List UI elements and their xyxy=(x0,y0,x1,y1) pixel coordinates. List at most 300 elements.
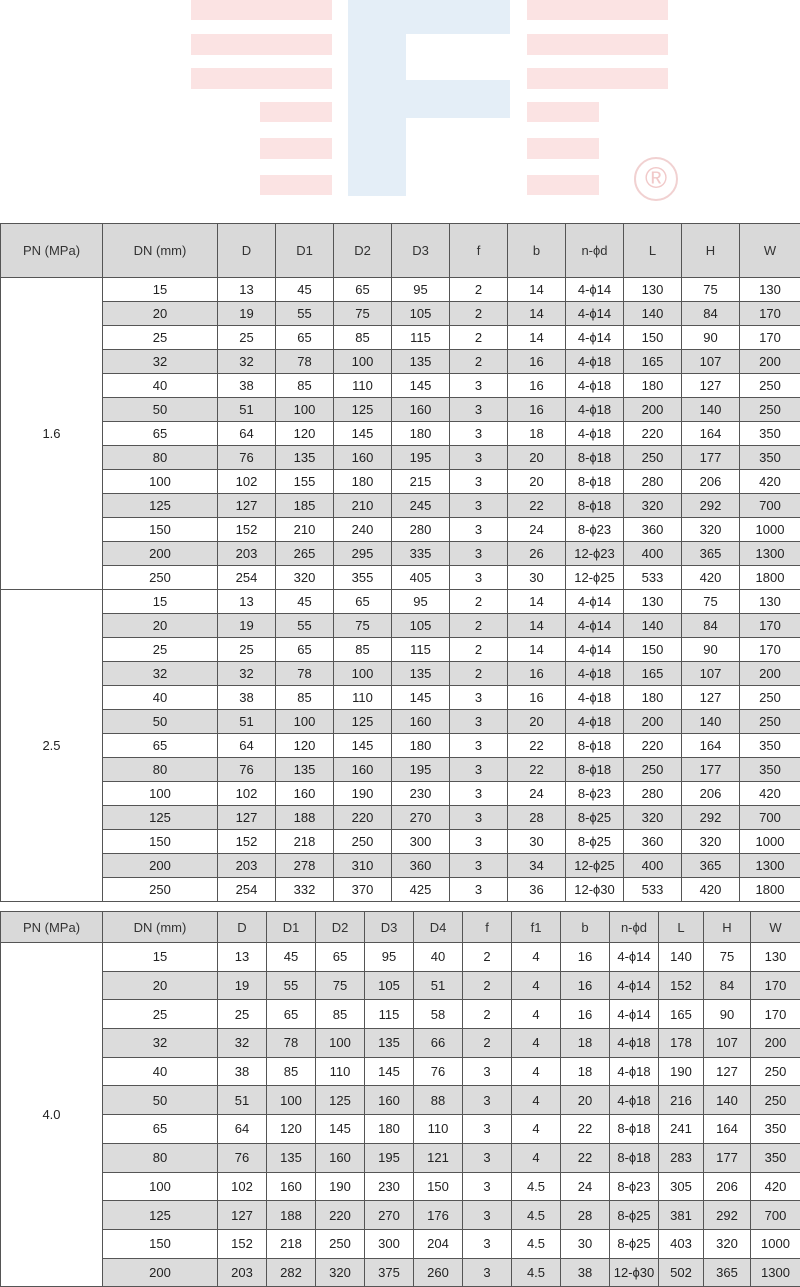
table-cell: 200 xyxy=(103,854,218,878)
column-header: n-ϕd xyxy=(566,224,624,278)
table-cell: 160 xyxy=(316,1143,365,1172)
column-header: D2 xyxy=(334,224,392,278)
table-cell: 150 xyxy=(624,326,682,350)
table-cell: 85 xyxy=(276,686,334,710)
table-cell: 280 xyxy=(392,518,450,542)
table-cell: 110 xyxy=(334,374,392,398)
table-cell: 20 xyxy=(508,446,566,470)
table-row xyxy=(1,326,800,350)
table-cell: 355 xyxy=(334,566,392,590)
table-cell: 4 xyxy=(512,1143,561,1172)
table-cell: 84 xyxy=(704,971,751,1000)
table-cell: 14 xyxy=(508,302,566,326)
table-cell: 65 xyxy=(334,590,392,614)
table-cell: 25 xyxy=(103,638,218,662)
table-cell: 160 xyxy=(365,1086,414,1115)
table-cell: 45 xyxy=(276,278,334,302)
table-cell: 18 xyxy=(561,1029,610,1058)
table-cell: 280 xyxy=(624,782,682,806)
table-cell: 80 xyxy=(103,1143,218,1172)
table-cell: 292 xyxy=(682,494,740,518)
table-cell: 125 xyxy=(103,494,218,518)
table-cell: 145 xyxy=(334,422,392,446)
table-cell: 135 xyxy=(276,758,334,782)
table-cell: 8-ϕ25 xyxy=(566,806,624,830)
table-cell: 140 xyxy=(659,943,704,972)
table-cell: 4-ϕ18 xyxy=(566,662,624,686)
table-cell: 75 xyxy=(682,590,740,614)
column-header: b xyxy=(561,912,610,943)
table-row xyxy=(1,830,800,854)
table-cell: 188 xyxy=(276,806,334,830)
table-cell: 105 xyxy=(392,614,450,638)
table-cell: 22 xyxy=(561,1143,610,1172)
table-cell: 3 xyxy=(450,470,508,494)
table-cell: 250 xyxy=(316,1229,365,1258)
table-cell: 16 xyxy=(508,350,566,374)
table-cell: 145 xyxy=(392,374,450,398)
table-cell: 150 xyxy=(414,1172,463,1201)
table-cell: 65 xyxy=(103,422,218,446)
table-cell: 295 xyxy=(334,542,392,566)
table-cell: 155 xyxy=(276,470,334,494)
table-cell: 28 xyxy=(561,1201,610,1230)
table-cell: 218 xyxy=(267,1229,316,1258)
table-cell: 75 xyxy=(334,614,392,638)
table-cell: 375 xyxy=(365,1258,414,1287)
table-cell: 188 xyxy=(267,1201,316,1230)
table-cell: 365 xyxy=(682,542,740,566)
table-cell: 127 xyxy=(682,686,740,710)
table-cell: 80 xyxy=(103,446,218,470)
table-cell: 16 xyxy=(508,662,566,686)
table-cell: 160 xyxy=(267,1172,316,1201)
table-cell: 320 xyxy=(624,806,682,830)
table-cell: 16 xyxy=(508,374,566,398)
table-cell: 300 xyxy=(392,830,450,854)
table-cell: 3 xyxy=(450,878,508,902)
table-cell: 381 xyxy=(659,1201,704,1230)
table-cell: 127 xyxy=(218,806,276,830)
table-cell: 204 xyxy=(414,1229,463,1258)
table-cell: 64 xyxy=(218,734,276,758)
table-cell: 140 xyxy=(624,302,682,326)
table-cell: 38 xyxy=(218,686,276,710)
table-cell: 283 xyxy=(659,1143,704,1172)
table-row xyxy=(1,494,800,518)
table-cell: 320 xyxy=(682,518,740,542)
table-cell: 200 xyxy=(624,398,682,422)
table-cell: 2 xyxy=(450,302,508,326)
table-cell: 95 xyxy=(392,590,450,614)
table-cell: 200 xyxy=(103,542,218,566)
table-cell: 3 xyxy=(450,542,508,566)
table-cell: 8-ϕ25 xyxy=(566,830,624,854)
table-cell: 34 xyxy=(508,854,566,878)
table-cell: 4 xyxy=(512,1057,561,1086)
table-cell: 164 xyxy=(682,422,740,446)
table-cell: 152 xyxy=(218,518,276,542)
table-cell: 165 xyxy=(624,350,682,374)
table-cell: 420 xyxy=(682,878,740,902)
table-cell: 140 xyxy=(682,710,740,734)
table-cell: 16 xyxy=(508,398,566,422)
table-cell: 4.5 xyxy=(512,1229,561,1258)
table-cell: 254 xyxy=(218,878,276,902)
column-header: f1 xyxy=(512,912,561,943)
table-cell: 19 xyxy=(218,614,276,638)
table-cell: 125 xyxy=(316,1086,365,1115)
table-cell: 130 xyxy=(624,590,682,614)
table-row xyxy=(1,943,800,972)
table-cell: 190 xyxy=(334,782,392,806)
table-cell: 15 xyxy=(103,278,218,302)
table-cell: 2 xyxy=(450,662,508,686)
table-cell: 22 xyxy=(508,494,566,518)
table-cell: 2 xyxy=(463,1029,512,1058)
table-cell: 55 xyxy=(276,302,334,326)
table-cell: 150 xyxy=(103,518,218,542)
table-cell: 3 xyxy=(463,1086,512,1115)
table-cell: 85 xyxy=(334,638,392,662)
table-cell: 220 xyxy=(334,806,392,830)
table-cell: 1800 xyxy=(740,566,800,590)
table-cell: 130 xyxy=(751,943,800,972)
table-cell: 170 xyxy=(740,638,800,662)
table-cell: 220 xyxy=(316,1201,365,1230)
table-cell: 135 xyxy=(267,1143,316,1172)
table-cell: 145 xyxy=(316,1115,365,1144)
table-cell: 65 xyxy=(103,1115,218,1144)
table-cell: 152 xyxy=(218,1229,267,1258)
table-cell: 350 xyxy=(740,422,800,446)
column-header: f xyxy=(463,912,512,943)
column-header: L xyxy=(659,912,704,943)
table-cell: 24 xyxy=(508,518,566,542)
table-cell: 1300 xyxy=(740,542,800,566)
table-cell: 115 xyxy=(365,1000,414,1029)
table-cell: 130 xyxy=(624,278,682,302)
table-cell: 177 xyxy=(682,446,740,470)
column-header: D1 xyxy=(267,912,316,943)
table-cell: 2 xyxy=(450,326,508,350)
table-cell: 102 xyxy=(218,782,276,806)
table-row xyxy=(1,350,800,374)
table-cell: 220 xyxy=(624,734,682,758)
table-cell: 700 xyxy=(740,806,800,830)
table-cell: 4-ϕ14 xyxy=(610,1000,659,1029)
table-cell: 51 xyxy=(218,710,276,734)
table-cell: 65 xyxy=(276,326,334,350)
table-cell: 200 xyxy=(740,662,800,686)
table-cell: 250 xyxy=(751,1086,800,1115)
table-cell: 177 xyxy=(682,758,740,782)
column-header: D3 xyxy=(392,224,450,278)
table-cell: 20 xyxy=(508,470,566,494)
table-cell: 220 xyxy=(624,422,682,446)
table-cell: 3 xyxy=(450,494,508,518)
table-cell: 127 xyxy=(704,1057,751,1086)
table-cell: 15 xyxy=(103,590,218,614)
table-cell: 370 xyxy=(334,878,392,902)
table-cell: 360 xyxy=(624,518,682,542)
table-cell: 350 xyxy=(751,1115,800,1144)
table-cell: 2 xyxy=(450,350,508,374)
table-cell: 4-ϕ18 xyxy=(610,1029,659,1058)
table-cell: 3 xyxy=(463,1143,512,1172)
table-cell: 180 xyxy=(365,1115,414,1144)
table-cell: 45 xyxy=(267,943,316,972)
table-cell: 85 xyxy=(276,374,334,398)
table-row xyxy=(1,971,800,1000)
table-cell: 8-ϕ25 xyxy=(610,1229,659,1258)
table-row xyxy=(1,1029,800,1058)
table-cell: 3 xyxy=(463,1172,512,1201)
table-cell: 100 xyxy=(103,782,218,806)
table-cell: 152 xyxy=(218,830,276,854)
table-cell: 195 xyxy=(392,446,450,470)
table-cell: 405 xyxy=(392,566,450,590)
table-row xyxy=(1,614,800,638)
table-cell: 1000 xyxy=(751,1229,800,1258)
table-cell: 3 xyxy=(450,422,508,446)
table-cell: 110 xyxy=(316,1057,365,1086)
table-cell: 102 xyxy=(218,1172,267,1201)
column-header: D xyxy=(218,912,267,943)
table-cell: 350 xyxy=(740,446,800,470)
table-cell: 75 xyxy=(704,943,751,972)
table-row xyxy=(1,1000,800,1029)
table-cell: 4-ϕ14 xyxy=(566,614,624,638)
table-cell: 22 xyxy=(561,1115,610,1144)
table-cell: 100 xyxy=(334,350,392,374)
table-cell: 66 xyxy=(414,1029,463,1058)
table-cell: 140 xyxy=(624,614,682,638)
table-row xyxy=(1,566,800,590)
table-cell: 8-ϕ23 xyxy=(566,518,624,542)
table-cell: 127 xyxy=(218,494,276,518)
table-cell: 80 xyxy=(103,758,218,782)
table-cell: 115 xyxy=(392,326,450,350)
table-cell: 270 xyxy=(365,1201,414,1230)
table-cell: 190 xyxy=(316,1172,365,1201)
column-header: f xyxy=(450,224,508,278)
table-cell: 305 xyxy=(659,1172,704,1201)
table-cell: 8-ϕ18 xyxy=(610,1143,659,1172)
table-cell: 270 xyxy=(392,806,450,830)
table-cell: 160 xyxy=(276,782,334,806)
table-cell: 38 xyxy=(218,374,276,398)
table-cell: 180 xyxy=(334,470,392,494)
table-cell: 4-ϕ14 xyxy=(566,278,624,302)
column-header: D2 xyxy=(316,912,365,943)
table-cell: 4.5 xyxy=(512,1258,561,1287)
table-cell: 30 xyxy=(508,830,566,854)
table-cell: 8-ϕ23 xyxy=(610,1172,659,1201)
table-cell: 3 xyxy=(450,710,508,734)
table-cell: 425 xyxy=(392,878,450,902)
table-cell: 100 xyxy=(316,1029,365,1058)
table-cell: 250 xyxy=(740,398,800,422)
table-cell: 3 xyxy=(450,830,508,854)
table-cell: 282 xyxy=(267,1258,316,1287)
table-cell: 110 xyxy=(334,686,392,710)
table-cell: 216 xyxy=(659,1086,704,1115)
table-cell: 280 xyxy=(624,470,682,494)
table-cell: 13 xyxy=(218,943,267,972)
column-header: b xyxy=(508,224,566,278)
table-cell: 78 xyxy=(267,1029,316,1058)
table-cell: 4-ϕ18 xyxy=(610,1057,659,1086)
table-cell: 218 xyxy=(276,830,334,854)
table-cell: 3 xyxy=(463,1201,512,1230)
table-cell: 3 xyxy=(450,518,508,542)
table-cell: 25 xyxy=(218,1000,267,1029)
table-cell: 125 xyxy=(334,398,392,422)
table-cell: 250 xyxy=(103,878,218,902)
table-cell: 320 xyxy=(682,830,740,854)
table-cell: 121 xyxy=(414,1143,463,1172)
table-cell: 332 xyxy=(276,878,334,902)
table-cell: 125 xyxy=(103,806,218,830)
table-cell: 65 xyxy=(267,1000,316,1029)
table-cell: 4-ϕ14 xyxy=(610,943,659,972)
table-cell: 19 xyxy=(218,302,276,326)
table-cell: 350 xyxy=(740,758,800,782)
table-cell: 4.5 xyxy=(512,1201,561,1230)
table-cell: 265 xyxy=(276,542,334,566)
table-cell: 241 xyxy=(659,1115,704,1144)
table-row xyxy=(1,398,800,422)
table-cell: 30 xyxy=(561,1229,610,1258)
table-cell: 12-ϕ25 xyxy=(566,854,624,878)
table-cell: 160 xyxy=(334,446,392,470)
table-cell: 115 xyxy=(392,638,450,662)
table-cell: 12-ϕ30 xyxy=(566,878,624,902)
table-cell: 95 xyxy=(365,943,414,972)
table-cell: 32 xyxy=(103,1029,218,1058)
table-cell: 12-ϕ30 xyxy=(610,1258,659,1287)
table-cell: 32 xyxy=(218,1029,267,1058)
table-cell: 2 xyxy=(450,638,508,662)
table-cell: 360 xyxy=(624,830,682,854)
table-cell: 215 xyxy=(392,470,450,494)
table-cell: 4-ϕ14 xyxy=(566,302,624,326)
table-cell: 200 xyxy=(740,350,800,374)
pn-value-cell: 4.0 xyxy=(1,943,103,1287)
table-row xyxy=(1,542,800,566)
table-cell: 240 xyxy=(334,518,392,542)
table-row xyxy=(1,854,800,878)
table-cell: 150 xyxy=(103,1229,218,1258)
table-cell: 135 xyxy=(392,662,450,686)
table-cell: 400 xyxy=(624,854,682,878)
table-cell: 3 xyxy=(450,446,508,470)
table-cell: 2 xyxy=(450,614,508,638)
table-cell: 110 xyxy=(414,1115,463,1144)
table-cell: 20 xyxy=(103,302,218,326)
table-cell: 403 xyxy=(659,1229,704,1258)
table-cell: 38 xyxy=(218,1057,267,1086)
table-cell: 3 xyxy=(450,398,508,422)
table-cell: 100 xyxy=(103,470,218,494)
table-cell: 130 xyxy=(740,278,800,302)
table-cell: 76 xyxy=(414,1057,463,1086)
table-cell: 210 xyxy=(276,518,334,542)
table-cell: 55 xyxy=(276,614,334,638)
table-cell: 145 xyxy=(334,734,392,758)
table-cell: 135 xyxy=(276,446,334,470)
column-header: H xyxy=(682,224,740,278)
table-cell: 152 xyxy=(659,971,704,1000)
table-cell: 230 xyxy=(392,782,450,806)
column-header: D3 xyxy=(365,912,414,943)
table-cell: 145 xyxy=(365,1057,414,1086)
table-cell: 170 xyxy=(751,1000,800,1029)
table-cell: 2 xyxy=(463,943,512,972)
table-cell: 165 xyxy=(659,1000,704,1029)
table-cell: 85 xyxy=(334,326,392,350)
table-cell: 170 xyxy=(740,614,800,638)
table-cell: 2 xyxy=(463,1000,512,1029)
table-cell: 4 xyxy=(512,1086,561,1115)
table-cell: 180 xyxy=(624,686,682,710)
table-cell: 3 xyxy=(450,806,508,830)
table-cell: 8-ϕ18 xyxy=(566,758,624,782)
table-cell: 200 xyxy=(103,1258,218,1287)
table-cell: 164 xyxy=(704,1115,751,1144)
table-cell: 195 xyxy=(365,1143,414,1172)
table-cell: 32 xyxy=(218,662,276,686)
table-cell: 1300 xyxy=(751,1258,800,1287)
table-cell: 100 xyxy=(276,710,334,734)
table-row xyxy=(1,686,800,710)
table-cell: 170 xyxy=(740,326,800,350)
table-cell: 206 xyxy=(704,1172,751,1201)
table-cell: 95 xyxy=(392,278,450,302)
table-cell: 2 xyxy=(450,278,508,302)
table-cell: 203 xyxy=(218,1258,267,1287)
table-cell: 76 xyxy=(218,446,276,470)
table-cell: 12-ϕ23 xyxy=(566,542,624,566)
table-row xyxy=(1,806,800,830)
table-cell: 135 xyxy=(365,1029,414,1058)
table-cell: 8-ϕ23 xyxy=(566,782,624,806)
table-cell: 1000 xyxy=(740,518,800,542)
table-cell: 107 xyxy=(682,662,740,686)
table-cell: 18 xyxy=(508,422,566,446)
table-cell: 78 xyxy=(276,662,334,686)
table-cell: 250 xyxy=(740,686,800,710)
table-cell: 65 xyxy=(334,278,392,302)
table-cell: 14 xyxy=(508,638,566,662)
table-cell: 1800 xyxy=(740,878,800,902)
table-cell: 130 xyxy=(740,590,800,614)
table-cell: 120 xyxy=(276,422,334,446)
table-cell: 40 xyxy=(103,1057,218,1086)
table-cell: 38 xyxy=(561,1258,610,1287)
table-row xyxy=(1,278,800,302)
table-cell: 65 xyxy=(276,638,334,662)
table-cell: 170 xyxy=(751,971,800,1000)
table-row xyxy=(1,734,800,758)
table-cell: 230 xyxy=(365,1172,414,1201)
table-cell: 250 xyxy=(740,374,800,398)
table-cell: 176 xyxy=(414,1201,463,1230)
table-cell: 105 xyxy=(365,971,414,1000)
table-cell: 20 xyxy=(103,614,218,638)
table-cell: 4-ϕ18 xyxy=(566,350,624,374)
